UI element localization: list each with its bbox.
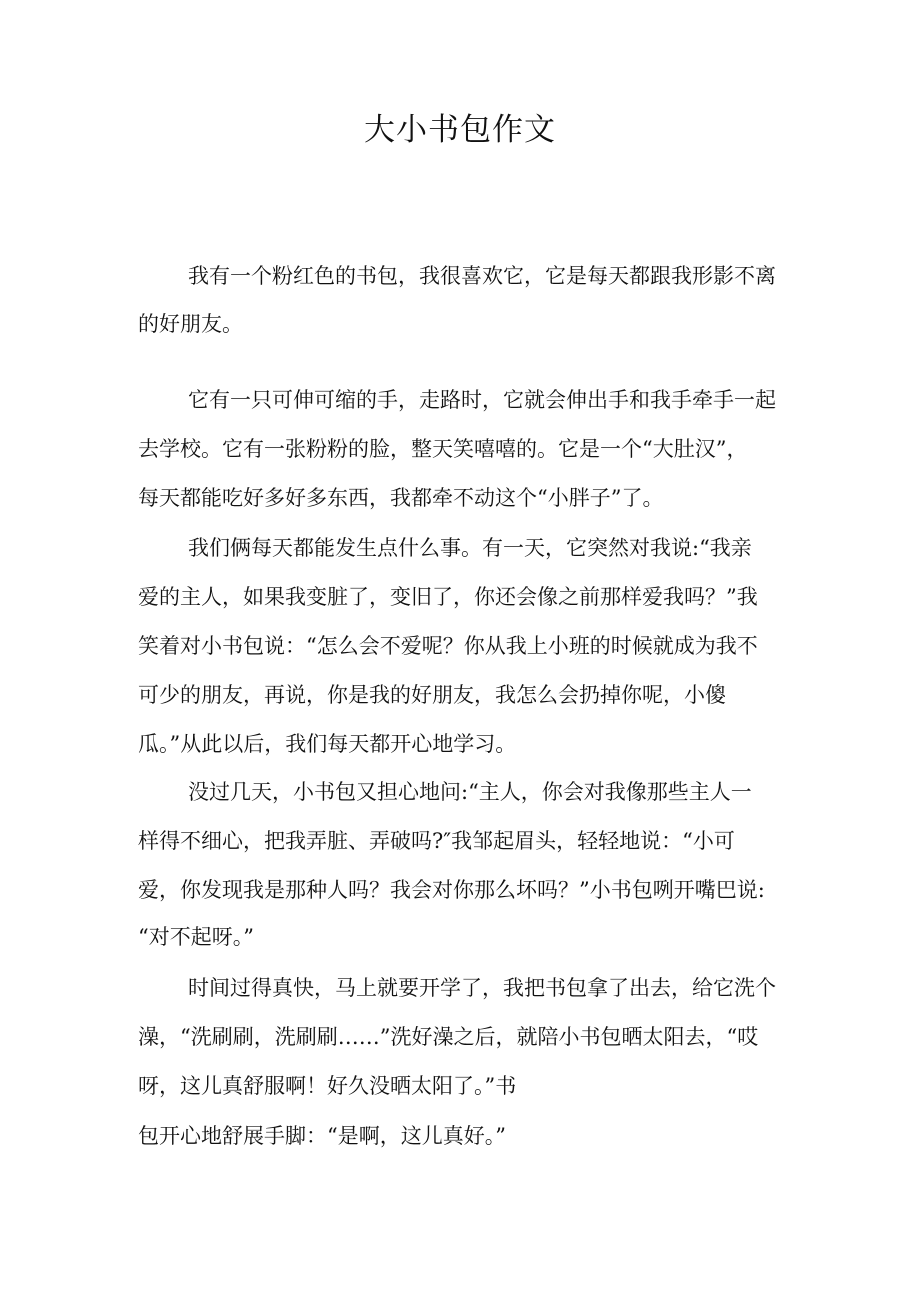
paragraph-line: 每天都能吃好多好多东西，我都牵不动这个“小胖子”了。 [138,486,664,510]
paragraph-line: 爱的主人，如果我变脏了，变旧了，你还会像之前那样爱我吗？”我 [138,585,758,609]
paragraph-line: 可少的朋友，再说，你是我的好朋友，我怎么会扔掉你呢，小傻 [138,683,726,707]
paragraph-line: 我们俩每天都能发生点什么事。有一天，它突然对我说:“我亲 [188,536,752,560]
paragraph-line: 时间过得真快，马上就要开学了，我把书包拿了出去，给它洗个 [188,976,776,1000]
paragraph-line: 澡，“洗刷刷，洗刷刷……”洗好澡之后，就陪小书包晒太阳去，“哎 [138,1025,759,1049]
paragraph-line: 爱，你发现我是那种人吗？我会对你那么坏吗？”小书包咧开嘴巴说: [138,878,765,902]
paragraph-line: 去学校。它有一张粉粉的脸，整天笑嘻嘻的。它是一个“大肚汉”， [138,437,748,461]
paragraph-line: 笑着对小书包说：“怎么会不爱呢？你从我上小班的时候就成为我不 [138,634,758,658]
paragraph-line: 样得不细心，把我弄脏、弄破吗?″我邹起眉头，轻轻地说：“小可 [138,829,735,853]
paragraph-line: 包开心地舒展手脚：“是啊，这儿真好。” [138,1124,506,1148]
paragraph-line: 瓜。”从此以后，我们每天都开心地学习。 [138,732,517,756]
paragraph-line: 呀，这儿真舒服啊！好久没晒太阳了。”书 [138,1074,517,1098]
paragraph-line: 它有一只可伸可缩的手，走路时，它就会伸出手和我手牵手一起 [188,388,776,412]
paragraph-line: 没过几天，小书包又担心地问:“主人，你会对我像那些主人一 [188,780,752,804]
paragraph-line: “对不起呀。” [138,925,254,949]
page-title: 大小书包作文 [364,112,556,148]
paragraph-line: 的好朋友。 [138,312,243,336]
paragraph-line: 我有一个粉红色的书包，我很喜欢它，它是每天都跟我形影不离 [188,264,776,288]
